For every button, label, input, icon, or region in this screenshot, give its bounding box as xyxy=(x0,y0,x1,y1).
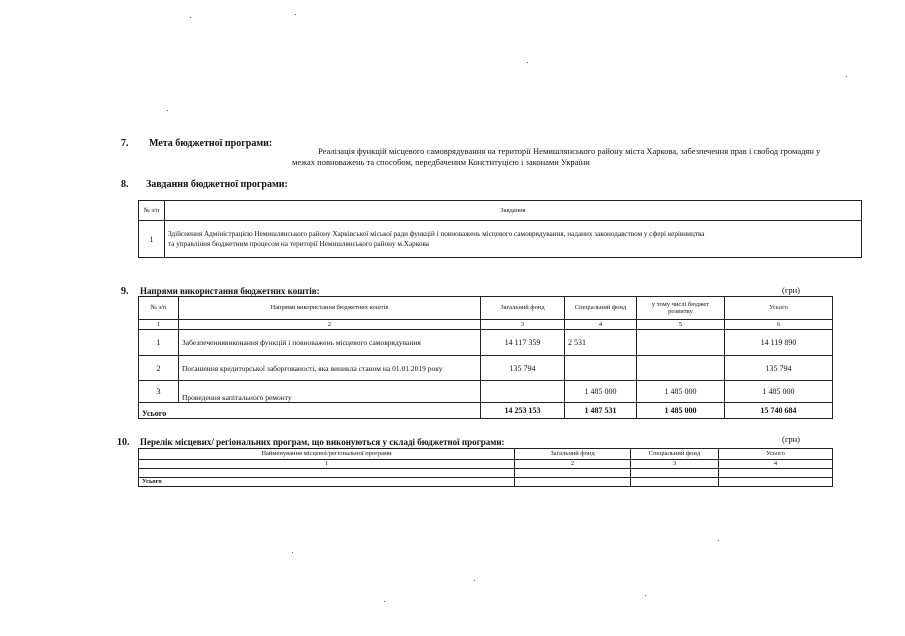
dir-colnum: 1 xyxy=(139,320,179,330)
section-7-text-line-1: Реалізація функцій місцевого самоврядування на території Немишлянського району міста Харкова, забезпечення прав і свобод громадян у xyxy=(318,146,821,156)
scan-speck xyxy=(384,601,385,602)
table-row-no: 3 xyxy=(139,381,179,403)
section-7-number: 7. xyxy=(121,138,129,149)
table-row-special: 1 485 000 xyxy=(565,381,637,403)
dir-header-special: Спеціальний фонд xyxy=(565,297,637,320)
section-10-title: Перелік місцевих/ регіональних програм, що виконуються у складі бюджетної програми: xyxy=(140,437,505,447)
section-9-title: Напрями використання бюджетних коштів: xyxy=(140,286,320,296)
table-row-development: 1 485 000 xyxy=(637,381,725,403)
programs-table xyxy=(138,448,833,487)
prog-empty-cell xyxy=(515,469,631,478)
table-row-general xyxy=(481,381,565,403)
section-8-number: 8. xyxy=(121,179,129,190)
prog-colnum: 3 xyxy=(631,460,719,469)
dir-total-total: 15 740 684 xyxy=(725,403,833,419)
dir-colnum: 3 xyxy=(481,320,565,330)
scan-speck xyxy=(167,110,168,111)
scan-speck xyxy=(645,595,646,596)
table-row-name: Проведення капітального ремонту xyxy=(179,381,481,403)
prog-colnum: 4 xyxy=(719,460,833,469)
scan-speck xyxy=(846,76,847,77)
table-row-general: 135 794 xyxy=(481,356,565,381)
table-row-development xyxy=(637,330,725,356)
prog-empty-cell xyxy=(139,469,515,478)
section-8-title: Завдання бюджетної програми: xyxy=(146,179,288,190)
dir-colnum: 6 xyxy=(725,320,833,330)
dir-total-label: Усього xyxy=(139,403,481,419)
prog-total-label: Усього xyxy=(139,478,515,487)
tasks-row-no: 1 xyxy=(139,221,165,258)
dir-colnum: 2 xyxy=(179,320,481,330)
section-10-unit: (грн) xyxy=(782,434,800,444)
prog-empty-cell xyxy=(719,469,833,478)
tasks-header-task: Завдання xyxy=(165,201,862,221)
prog-colnum: 2 xyxy=(515,460,631,469)
scan-speck xyxy=(292,552,293,553)
tasks-table xyxy=(138,200,862,258)
dir-total-special: 1 487 531 xyxy=(565,403,637,419)
dir-total-development: 1 485 000 xyxy=(637,403,725,419)
dir-colnum: 5 xyxy=(637,320,725,330)
prog-header-special: Спеціальний фонд xyxy=(631,449,719,460)
dir-header-total: Усього xyxy=(725,297,833,320)
prog-empty-cell xyxy=(631,478,719,487)
scan-speck xyxy=(190,17,191,18)
prog-empty-cell xyxy=(515,478,631,487)
tasks-row-line-1: Здійснення Адміністрацією Немишлянського району Харківської міської ради функцій і повноважень місцевого самоврядування, наданих законодавством у сфері керівництва xyxy=(168,230,705,238)
section-9-unit: (грн) xyxy=(782,285,800,295)
table-row-no: 2 xyxy=(139,356,179,381)
table-row-name: Забезпеченнявиконання функцій і повноважень місцевого самоврядування xyxy=(179,330,481,356)
dir-header-development: у тому числі бюджет розвитку xyxy=(637,297,725,320)
prog-empty-cell xyxy=(719,478,833,487)
section-7-title: Мета бюджетної програми: xyxy=(149,138,273,149)
scan-speck xyxy=(295,14,296,15)
tasks-row-line-2: та управління бюджетним процесом на території Немишлянського району м.Харкова xyxy=(168,240,429,248)
dir-total-general: 14 253 153 xyxy=(481,403,565,419)
prog-empty-cell xyxy=(631,469,719,478)
table-row-no: 1 xyxy=(139,330,179,356)
table-row-total: 14 119 890 xyxy=(725,330,833,356)
table-row-special xyxy=(565,356,637,381)
prog-header-name: Найменування місцевої/регіональної програми xyxy=(139,449,515,460)
section-7-text-line-2: межах повноважень та способом, передбаченим Конституцією і законами України xyxy=(292,157,590,167)
prog-colnum: 1 xyxy=(139,460,515,469)
table-row-development xyxy=(637,356,725,381)
dir-colnum: 4 xyxy=(565,320,637,330)
scan-speck xyxy=(718,540,719,541)
prog-header-general: Загальний фонд xyxy=(515,449,631,460)
dir-header-name: Напрями використання бюджетних коштів xyxy=(179,297,481,320)
tasks-row-text xyxy=(165,221,862,258)
table-row-name: Погашення кредиторської заборгованості, яка виникла станом на 01.01.2019 року xyxy=(179,356,481,381)
scan-speck xyxy=(527,62,528,63)
section-9-number: 9. xyxy=(121,286,129,297)
table-row-special: 2 531 xyxy=(565,330,637,356)
budget-directions-table xyxy=(138,296,833,419)
prog-header-total: Усього xyxy=(719,449,833,460)
dir-header-general: Загальний фонд xyxy=(481,297,565,320)
table-row-total: 1 485 000 xyxy=(725,381,833,403)
section-10-number: 10. xyxy=(117,437,130,448)
dir-header-no: № з/п xyxy=(139,297,179,320)
scan-speck xyxy=(474,580,475,581)
tasks-header-no: № з/п xyxy=(139,201,165,221)
table-row-total: 135 794 xyxy=(725,356,833,381)
table-row-general: 14 117 359 xyxy=(481,330,565,356)
